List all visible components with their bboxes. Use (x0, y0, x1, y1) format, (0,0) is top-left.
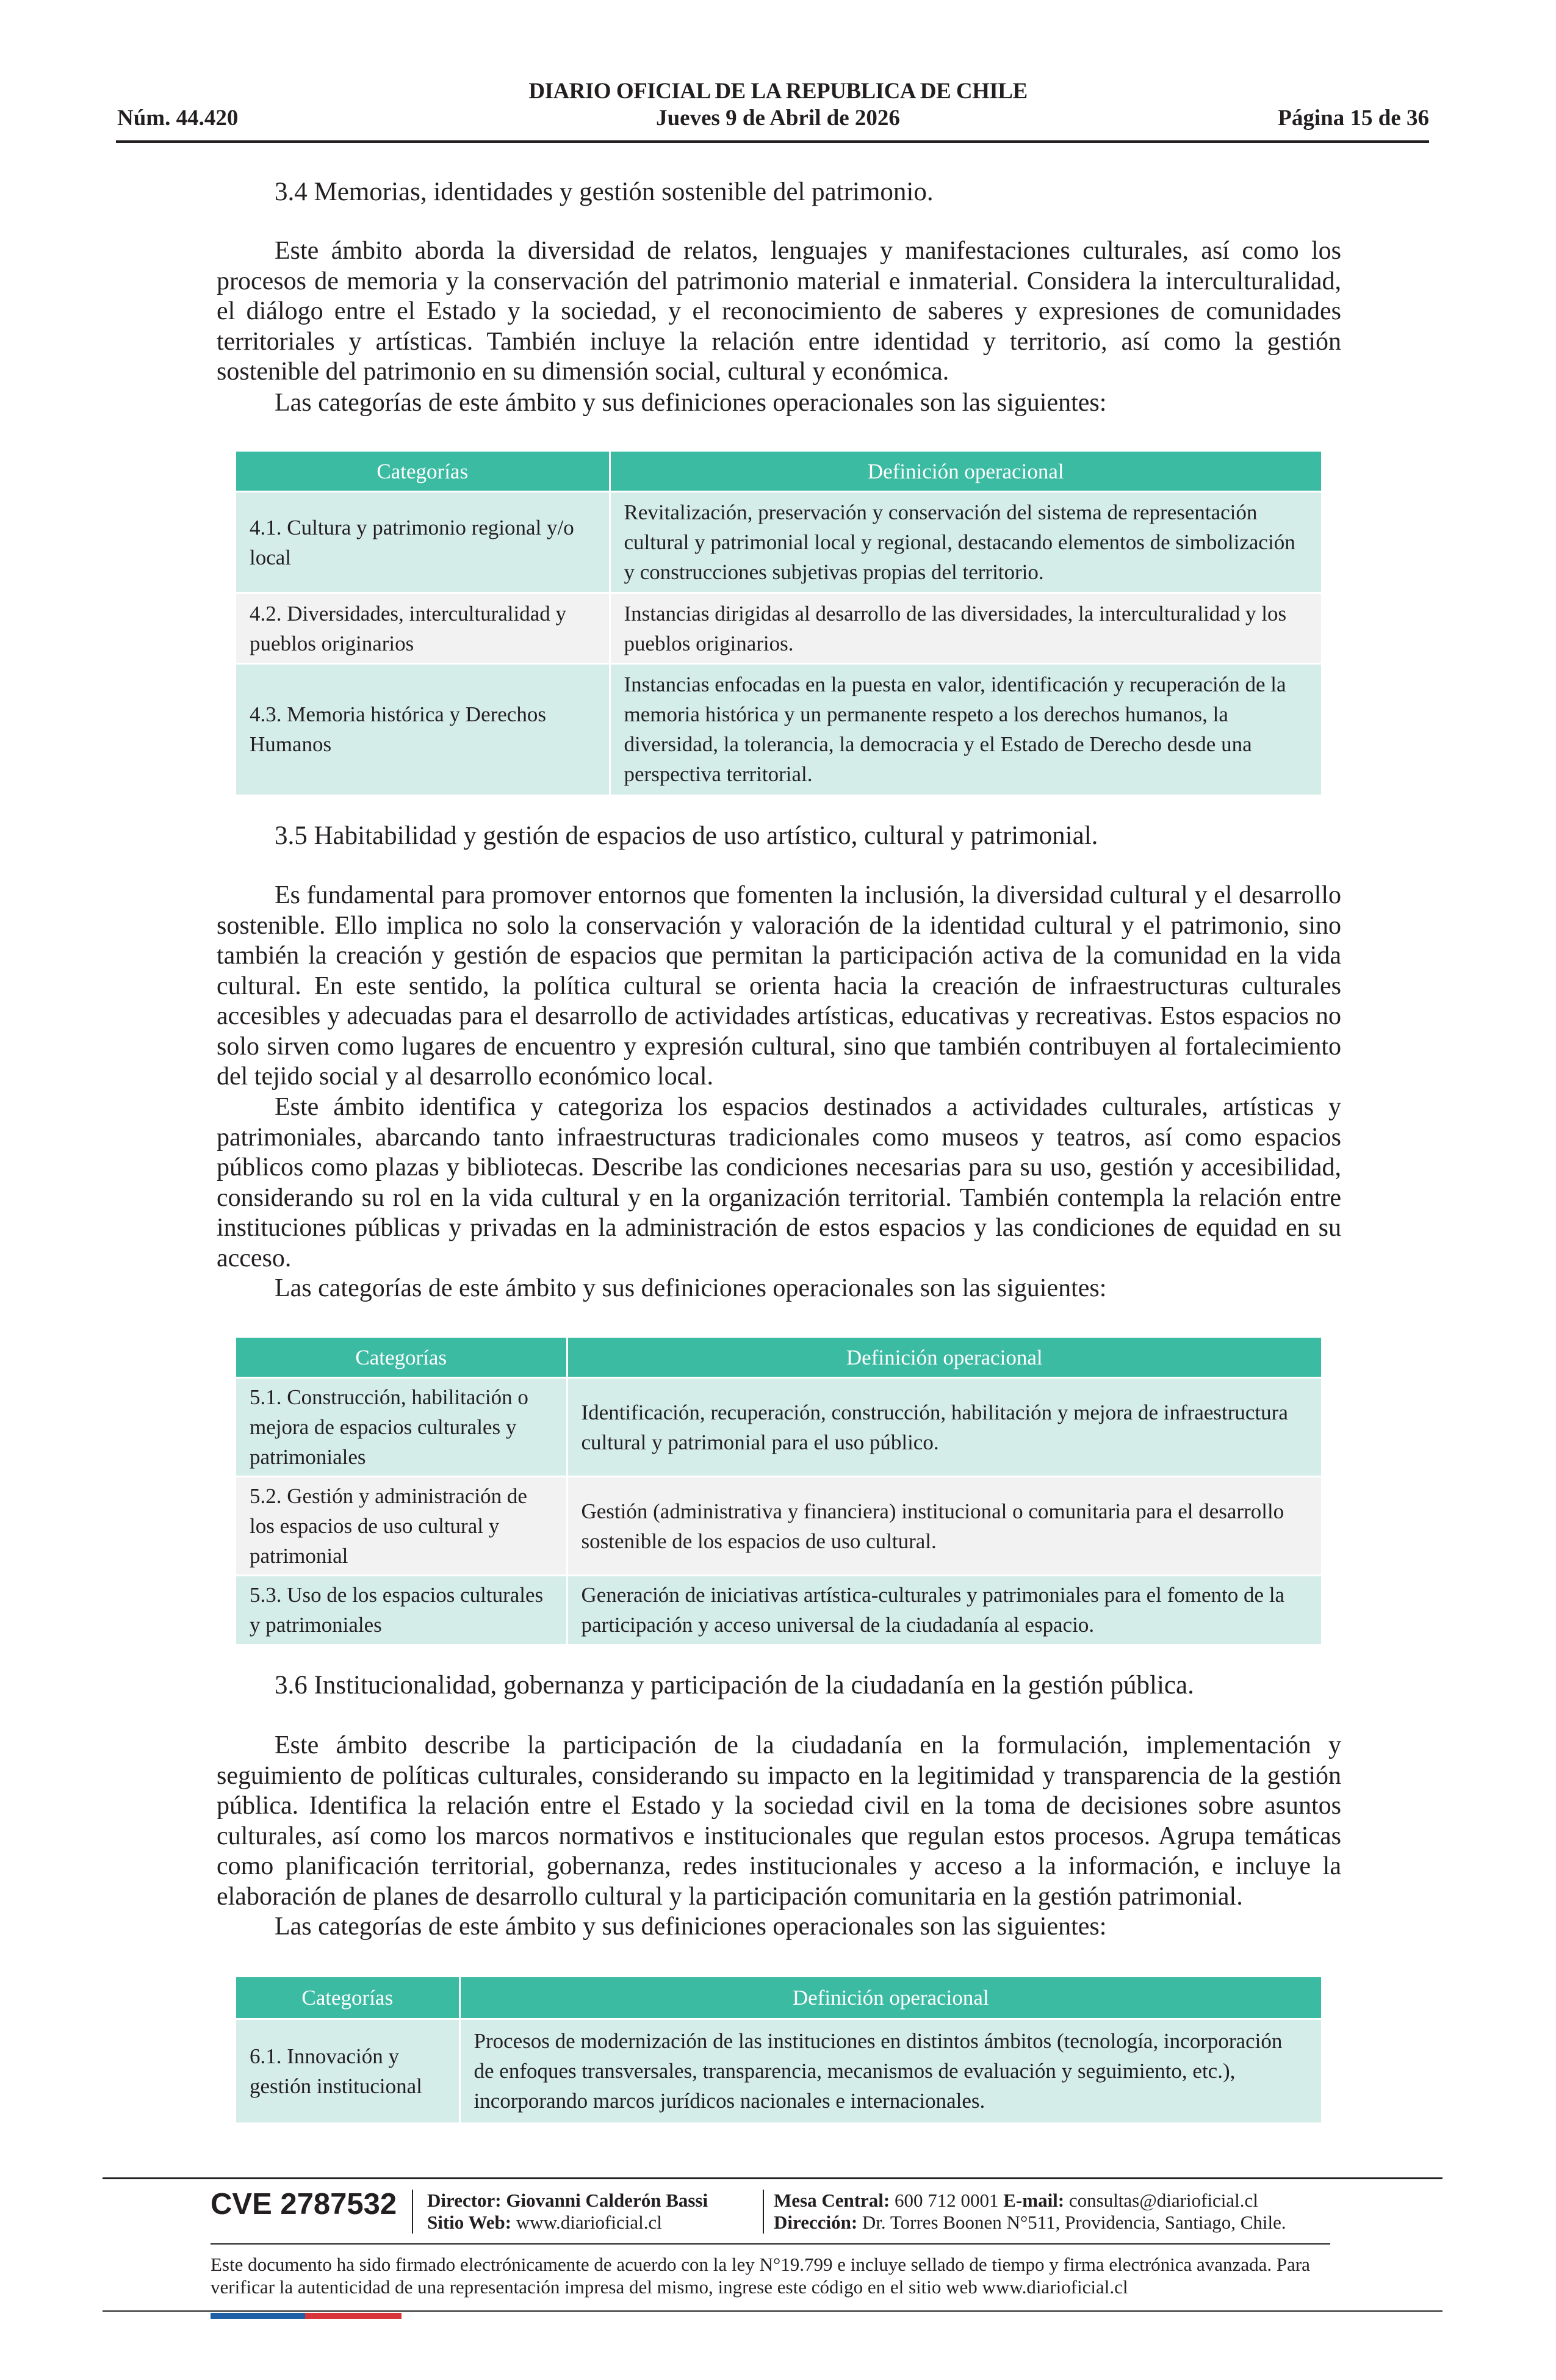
category-cell: 6.1. Innovación y gestión institucional (236, 2019, 459, 2122)
table-4-header-definition: Definición operacional (610, 452, 1321, 492)
section-3-4-intro: Las categorías de este ámbito y sus definiciones operacionales son las siguientes: (275, 389, 1107, 417)
issue-date: Jueves 9 de Abril de 2026 (656, 106, 900, 131)
phone-label: Mesa Central: (774, 2190, 890, 2211)
section-3-4-paragraph: Este ámbito aborda la diversidad de relatos, lenguajes y manifestaciones culturales, así como los procesos de memoria y la conservación del patrimonio material e inmaterial. Considera la interculturalidad, el diálogo entre el Estado y la sociedad, y el reconocimiento de saberes y expresiones de comunidades territoriales y artísticas. También incluye la relación entre identidad y territorio, así como la gestión sostenible del patrimonio en su dimensión social, cultural y económica. (217, 237, 1341, 386)
issue-number: Núm. 44.420 (117, 106, 239, 131)
category-cell: 5.3. Uso de los espacios culturales y patrimoniales (236, 1576, 567, 1644)
table-6 (236, 1977, 1321, 2122)
cve-code: CVE 2787532 (211, 2188, 397, 2221)
table-row (236, 2019, 1321, 2122)
table-5-header-category: Categorías (236, 1338, 567, 1378)
definition-cell: Procesos de modernización de las instituciones en distintos ámbitos (tecnología, incorporación de enfoques transversales, transparencia, mecanismos de evaluación y seguimiento, etc.), incorporando marcos jurídicos nacionales e internacionales. (459, 2019, 1321, 2122)
category-cell: 4.3. Memoria histórica y Derechos Humanos (236, 664, 610, 795)
table-6-header-definition: Definición operacional (459, 1977, 1321, 2019)
category-cell: 5.1. Construcción, habilitación o mejora de espacios culturales y patrimoniales (236, 1378, 567, 1477)
flag-stripe-blue (211, 2313, 305, 2319)
section-3-6-title: 3.6 Institucionalidad, gobernanza y participación de la ciudadanía en la gestión pública. (275, 1671, 1194, 1700)
definition-cell: Identificación, recuperación, construcción, habilitación y mejora de infraestructura cultural y patrimonial para el uso público. (567, 1378, 1321, 1477)
definition-cell: Instancias enfocadas en la puesta en valor, identificación y recuperación de la memoria histórica y un permanente respeto a los derechos humanos, la diversidad, la tolerancia, la democracia y el Estado de Derecho desde una perspectiva territorial. (610, 664, 1321, 795)
table-4-header-category: Categorías (236, 452, 610, 492)
table-4 (236, 452, 1321, 795)
website-link[interactable]: www.diarioficial.cl (516, 2212, 662, 2233)
table-row (236, 492, 1321, 593)
footer-contact-block (774, 2190, 1286, 2234)
director-name: Giovanni Calderón Bassi (506, 2190, 708, 2211)
signature-note: Este documento ha sido firmado electrónicamente de acuerdo con la ley N°19.799 e incluye sellado de tiempo y firma electrónica avanzada. Para verificar la autenticidad de una representación impresa del mismo, ingrese este código en el sitio web www.diarioficial.cl (211, 2254, 1310, 2298)
section-3-5-paragraph-1: Es fundamental para promover entornos que fomenten la inclusión, la diversidad cultural y el desarrollo sostenible. Ello implica no solo la conservación y valoración de la identidad cultural y el patrimonio, sino también la creación y gestión de espacios que permitan la participación activa de la comunidad en la vida cultural. En este sentido, la política cultural se orienta hacia la creación de infraestructuras culturales accesibles y adecuadas para el desarrollo de actividades artísticas, educativas y recreativas. Estos espacios no solo sirven como lugares de encuentro y expresión cultural, sino que también contribuyen al fortalecimiento del tejido social y al desarrollo económico local. (217, 881, 1341, 1091)
category-cell: 4.2. Diversidades, interculturalidad y pueblos originarios (236, 593, 610, 664)
page-number: Página 15 de 36 (1278, 106, 1429, 131)
definition-cell: Gestión (administrativa y financiera) institucional o comunitaria para el desarrollo sostenible de los espacios de uso cultural. (567, 1477, 1321, 1576)
footer-rule-middle (211, 2243, 1330, 2245)
table-6-header-category: Categorías (236, 1977, 459, 2019)
footer-rule-bottom (103, 2310, 1443, 2312)
table-row (236, 1378, 1321, 1477)
table-row (236, 664, 1321, 795)
footer-separator (763, 2190, 764, 2234)
newspaper-title: DIARIO OFICIAL DE LA REPUBLICA DE CHILE (528, 79, 1028, 104)
table-row (236, 1477, 1321, 1576)
section-3-6-paragraph: Este ámbito describe la participación de la ciudadanía en la formulación, implementación y seguimiento de políticas culturales, considerando su impacto en la legitimidad y transparencia de la gestión pública. Identifica la relación entre el Estado y la sociedad civil en la toma de decisiones sobre asuntos culturales, así como los marcos normativos e institucionales que regulan estos procesos. Agrupa temáticas como planificación territorial, gobernanza, redes institucionales y acceso a la información, e incluye la elaboración de planes de desarrollo cultural y la participación comunitaria en la gestión patrimonial. (217, 1731, 1341, 1911)
email-label: E-mail: (1003, 2190, 1065, 2211)
website-label: Sitio Web: (427, 2212, 512, 2233)
table-5-header-definition: Definición operacional (567, 1338, 1321, 1378)
director-label: Director: (427, 2190, 502, 2211)
section-3-4-title: 3.4 Memorias, identidades y gestión sostenible del patrimonio. (275, 178, 934, 206)
table-row (236, 593, 1321, 664)
flag-stripe-red (305, 2313, 402, 2319)
section-3-6-intro: Las categorías de este ámbito y sus definiciones operacionales son las siguientes: (275, 1913, 1107, 1941)
section-3-5-paragraph-2: Este ámbito identifica y categoriza los espacios destinados a actividades culturales, artísticas y patrimoniales, abarcando tanto infraestructuras tradicionales como museos y teatros, así como espacios públicos como plazas y bibliotecas. Describe las condiciones necesarias para su uso, gestión y accesibilidad, considerando su rol en la vida cultural y en la organización territorial. También contempla la relación entre instituciones públicas y privadas en la administración de estos espacios y las condiciones de equidad en su acceso. (217, 1093, 1341, 1272)
footer-separator (412, 2190, 413, 2234)
category-cell: 5.2. Gestión y administración de los espacios de uso cultural y patrimonial (236, 1477, 567, 1576)
category-cell: 4.1. Cultura y patrimonio regional y/o local (236, 492, 610, 593)
section-3-5-intro: Las categorías de este ámbito y sus definiciones operacionales son las siguientes: (275, 1274, 1107, 1302)
address-text: Dr. Torres Boonen N°511, Providencia, Santiago, Chile. (862, 2212, 1286, 2233)
definition-cell: Revitalización, preservación y conservación del sistema de representación cultural y patrimonial local y regional, destacando elementos de simbolización y construcciones subjetivas propias del territorio. (610, 492, 1321, 593)
definition-cell: Instancias dirigidas al desarrollo de las diversidades, la interculturalidad y los pueblos originarios. (610, 593, 1321, 664)
section-3-5-title: 3.5 Habitabilidad y gestión de espacios de uso artístico, cultural y patrimonial. (275, 821, 1098, 850)
footer-rule-top (103, 2177, 1443, 2179)
footer-director-block (427, 2190, 708, 2234)
table-5 (236, 1338, 1321, 1644)
phone-number: 600 712 0001 (895, 2190, 999, 2211)
email-link[interactable]: consultas@diarioficial.cl (1068, 2190, 1258, 2211)
definition-cell: Generación de iniciativas artística-culturales y patrimoniales para el fomento de la participación y acceso universal de la ciudadanía al espacio. (567, 1576, 1321, 1644)
table-row (236, 1576, 1321, 1644)
header-rule (116, 140, 1429, 143)
address-label: Dirección: (774, 2212, 858, 2233)
